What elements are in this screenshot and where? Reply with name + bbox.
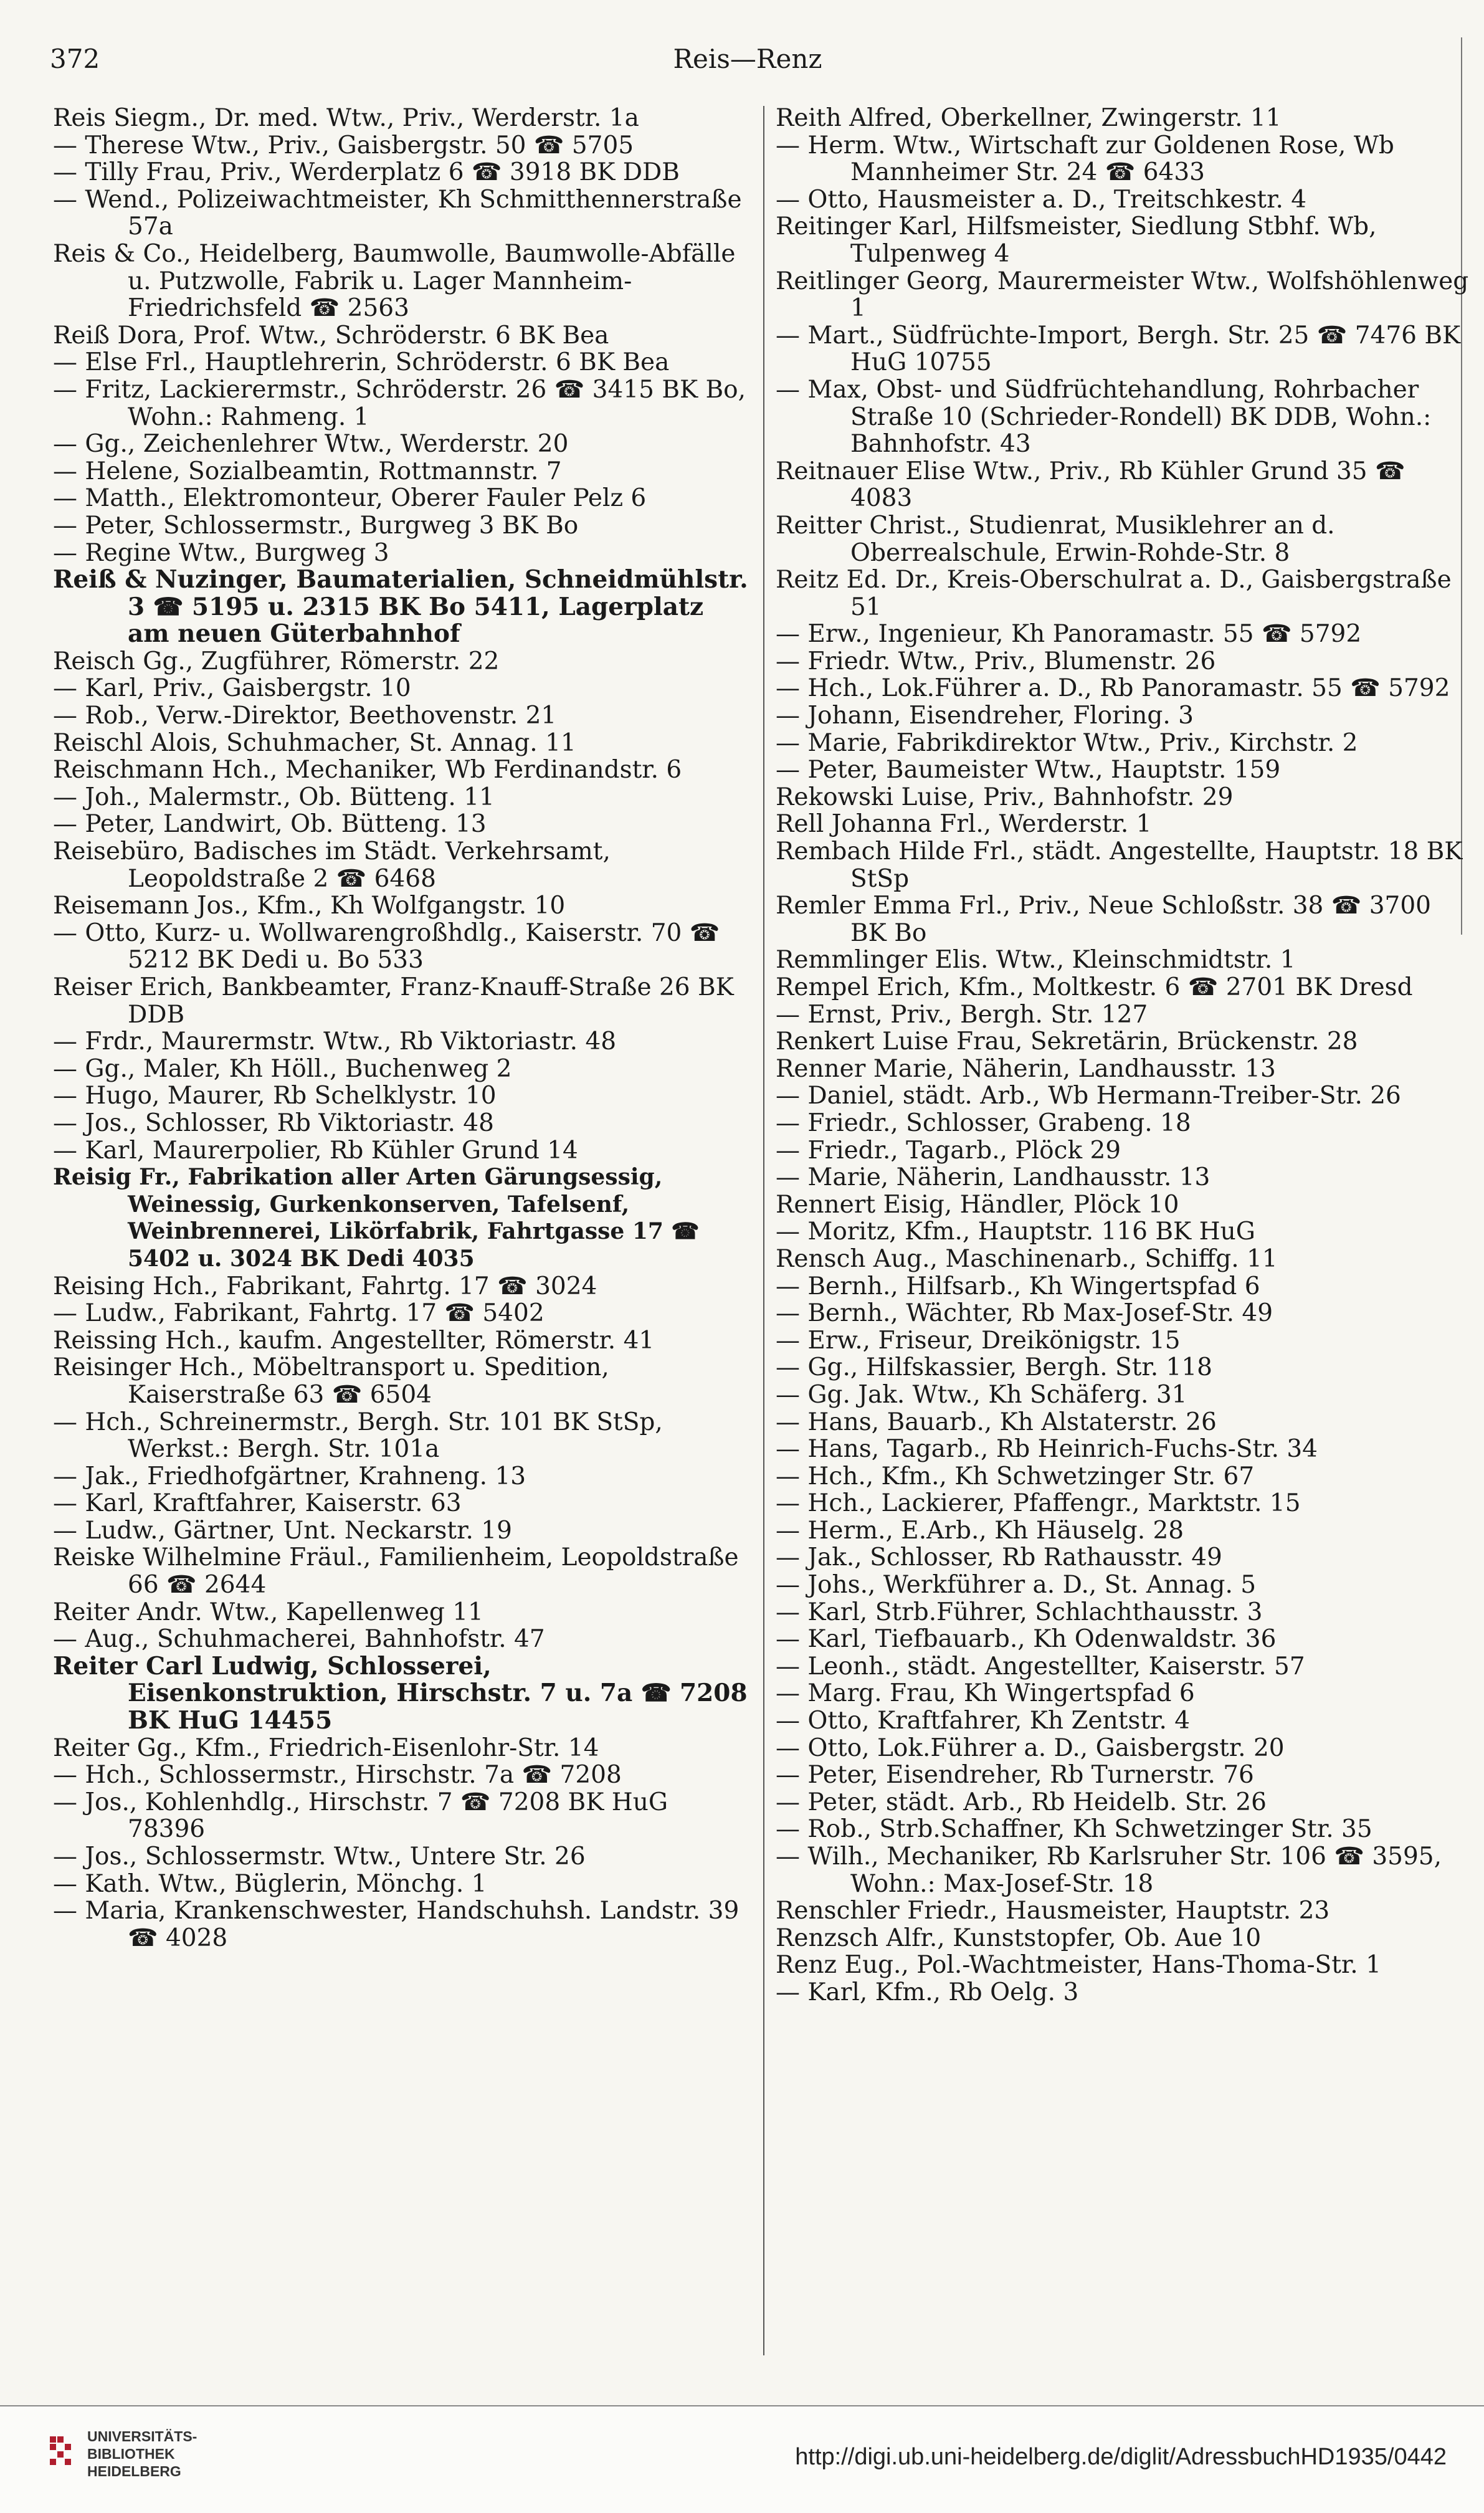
directory-entry: — Otto, Kurz- u. Wollwarengroßhdlg., Kaiserstr. 70 ☎ 5212 BK Dedi u. Bo 533 — [53, 918, 720, 975]
directory-entry: — Jak., Schlosser, Rb Rathausstr. 49 — [776, 1543, 1222, 1572]
directory-entry: — Tilly Frau, Priv., Werderplatz 6 ☎ 3918 BK DDB — [53, 158, 680, 187]
directory-entry: — Rob., Verw.-Direktor, Beethovenstr. 21 — [53, 702, 557, 730]
directory-entry: Reitter Christ., Studienrat, Musiklehrer an d. Oberrealschule, Erwin-Rohde-Str. 8 — [776, 511, 1335, 567]
directory-entry: Rekowski Luise, Priv., Bahnhofstr. 29 — [776, 783, 1234, 811]
directory-entry: Reisinger Hch., Möbeltransport u. Spedition, Kaiserstraße 63 ☎ 6504 — [53, 1353, 609, 1409]
column-divider — [763, 106, 764, 2355]
directory-entry: — Marg. Frau, Kh Wingertspfad 6 — [776, 1679, 1195, 1708]
directory-entry: — Otto, Kraftfahrer, Kh Zentstr. 4 — [776, 1707, 1191, 1735]
directory-entry: — Erw., Friseur, Dreikönigstr. 15 — [776, 1326, 1181, 1355]
directory-entry: Reiß Dora, Prof. Wtw., Schröderstr. 6 BK Bea — [53, 321, 609, 350]
directory-entry: Reischmann Hch., Mechaniker, Wb Ferdinandstr. 6 — [53, 756, 682, 784]
directory-entry: — Jos., Schlosser, Rb Viktoriastr. 48 — [53, 1109, 494, 1137]
directory-entry: — Moritz, Kfm., Hauptstr. 116 BK HuG — [776, 1218, 1255, 1246]
directory-entry: — Friedr., Tagarb., Plöck 29 — [776, 1136, 1121, 1165]
directory-entry: — Wend., Polizeiwachtmeister, Kh Schmitthennerstraße 57a — [53, 185, 742, 241]
directory-entry: Rempel Erich, Kfm., Moltkestr. 6 ☎ 2701 BK Dresd — [776, 973, 1413, 1001]
directory-entry: — Wilh., Mechaniker, Rb Karlsruher Str. 106 ☎ 3595, Wohn.: Max-Josef-Str. 18 — [776, 1843, 1442, 1898]
page-number: 372 — [50, 44, 100, 74]
directory-entry: Reiser Erich, Bankbeamter, Franz-Knauff-Straße 26 BK DDB — [53, 973, 734, 1029]
directory-entry: Renz Eug., Pol.-Wachtmeister, Hans-Thoma-Str. 1 — [776, 1951, 1381, 1980]
directory-entry: — Bernh., Hilfsarb., Kh Wingertspfad 6 — [776, 1272, 1260, 1300]
directory-entry: — Marie, Näherin, Landhausstr. 13 — [776, 1163, 1211, 1192]
directory-entry: — Ludw., Fabrikant, Fahrtg. 17 ☎ 5402 — [53, 1299, 545, 1328]
directory-entry: — Leonh., städt. Angestellter, Kaiserstr. 57 — [776, 1652, 1305, 1681]
directory-entry: — Jak., Friedhofgärtner, Krahneng. 13 — [53, 1462, 526, 1490]
directory-entry: — Karl, Kfm., Rb Oelg. 3 — [776, 1978, 1079, 2006]
directory-entry: — Maria, Krankenschwester, Handschuhsh. Landstr. 39 ☎ 4028 — [53, 1897, 740, 1952]
directory-entry: — Karl, Tiefbauarb., Kh Odenwaldstr. 36 — [776, 1625, 1277, 1654]
directory-entry: — Jos., Kohlenhdlg., Hirschstr. 7 ☎ 7208 BK HuG 78396 — [53, 1788, 668, 1844]
directory-entry: Reising Hch., Fabrikant, Fahrtg. 17 ☎ 3024 — [53, 1272, 597, 1300]
directory-entry: — Ludw., Gärtner, Unt. Neckarstr. 19 — [53, 1516, 512, 1545]
directory-entry: — Aug., Schuhmacherei, Bahnhofstr. 47 — [53, 1625, 545, 1654]
directory-entry: Reisebüro, Badisches im Städt. Verkehrsamt, Leopoldstraße 2 ☎ 6468 — [53, 837, 611, 893]
directory-entry: Reitinger Karl, Hilfsmeister, Siedlung Stbhf. Wb, Tulpenweg 4 — [776, 212, 1377, 268]
directory-entry: — Mart., Südfrüchte-Import, Bergh. Str. 25 ☎ 7476 BK HuG 10755 — [776, 321, 1461, 377]
directory-entry: Renkert Luise Frau, Sekretärin, Brückenstr. 28 — [776, 1028, 1358, 1056]
directory-entry: — Fritz, Lackierermstr., Schröderstr. 26 ☎ 3415 BK Bo, Wohn.: Rahmeng. 1 — [53, 375, 746, 431]
directory-entry: Reitz Ed. Dr., Kreis-Oberschulrat a. D., Gaisbergstraße 51 — [776, 566, 1452, 621]
directory-entry: — Johs., Werkführer a. D., St. Annag. 5 — [776, 1571, 1257, 1600]
directory-entry: Reitnauer Elise Wtw., Priv., Rb Kühler Grund 35 ☎ 4083 — [776, 457, 1406, 513]
source-url-link[interactable]: http://digi.ub.uni-heidelberg.de/diglit/AdressbuchHD1935/0442 — [795, 2444, 1447, 2470]
directory-entry: — Ernst, Priv., Bergh. Str. 127 — [776, 1000, 1148, 1029]
footer — [0, 2405, 1484, 2513]
directory-entry: — Herm., E.Arb., Kh Häuselg. 28 — [776, 1516, 1184, 1545]
directory-entry: — Helene, Sozialbeamtin, Rottmannstr. 7 — [53, 457, 562, 485]
directory-entry: — Jos., Schlossermstr. Wtw., Untere Str. 26 — [53, 1843, 586, 1871]
directory-entry: — Johann, Eisendreher, Floring. 3 — [776, 702, 1194, 730]
directory-entry: — Regine Wtw., Burgweg 3 — [53, 538, 389, 567]
directory-entry: — Rob., Strb.Schaffner, Kh Schwetzinger Str. 35 — [776, 1815, 1372, 1844]
directory-entry: — Frdr., Maurermstr. Wtw., Rb Viktoriastr. 48 — [53, 1028, 617, 1056]
directory-entry: — Joh., Malermstr., Ob. Bütteng. 11 — [53, 783, 495, 811]
directory-entry: — Bernh., Wächter, Rb Max-Josef-Str. 49 — [776, 1299, 1273, 1328]
directory-entry: Reiß & Nuzinger, Baumaterialien, Schneidmühlstr. 3 ☎ 5195 u. 2315 BK Bo 5411, Lagerplatz am neuen Güterbahnhof — [53, 565, 748, 649]
right-column — [776, 105, 1473, 2006]
directory-entry: Rensch Aug., Maschinenarb., Schiffg. 11 — [776, 1244, 1278, 1273]
directory-entry: — Marie, Fabrikdirektor Wtw., Priv., Kirchstr. 2 — [776, 728, 1358, 757]
directory-entry: Reiter Andr. Wtw., Kapellenweg 11 — [53, 1598, 483, 1626]
directory-entry: Remmlinger Elis. Wtw., Kleinschmidtstr. 1 — [776, 946, 1296, 975]
directory-entry: — Peter, Eisendreher, Rb Turnerstr. 76 — [776, 1761, 1254, 1790]
directory-entry: — Peter, Baumeister Wtw., Hauptstr. 159 — [776, 756, 1281, 784]
directory-entry: — Gg., Maler, Kh Höll., Buchenweg 2 — [53, 1054, 512, 1083]
left-column — [53, 105, 751, 1952]
directory-entry: Reiter Gg., Kfm., Friedrich-Eisenlohr-Str. 14 — [53, 1733, 599, 1762]
directory-entry: — Peter, Schlossermstr., Burgweg 3 BK Bo — [53, 511, 579, 540]
directory-entry: — Karl, Strb.Führer, Schlachthausstr. 3 — [776, 1598, 1263, 1626]
directory-entry: Reiske Wilhelmine Fräul., Familienheim, Leopoldstraße 66 ☎ 2644 — [53, 1543, 739, 1600]
directory-entry: Rembach Hilde Frl., städt. Angestellte, Hauptstr. 18 BK StSp — [776, 837, 1463, 893]
directory-entry: — Gg., Zeichenlehrer Wtw., Werderstr. 20 — [53, 430, 569, 459]
directory-entry: — Friedr., Schlosser, Grabeng. 18 — [776, 1109, 1191, 1137]
directory-entry: — Max, Obst- und Südfrüchtehandlung, Rohrbacher Straße 10 (Schrieder-Rondell) BK DDB, Wohn.: Bahnhofstr. 43 — [776, 375, 1432, 459]
page-header — [50, 44, 1445, 93]
directory-entry: Reisch Gg., Zugführer, Römerstr. 22 — [53, 647, 500, 675]
directory-entry: — Gg. Jak. Wtw., Kh Schäferg. 31 — [776, 1380, 1187, 1409]
running-head: Reis—Renz — [673, 44, 822, 74]
directory-entry: Reitlinger Georg, Maurermeister Wtw., Wolfshöhlenweg 1 — [776, 267, 1469, 323]
directory-entry: Reisemann Jos., Kfm., Kh Wolfgangstr. 10 — [53, 892, 566, 920]
directory-entry: — Therese Wtw., Priv., Gaisbergstr. 50 ☎ 5705 — [53, 131, 634, 160]
directory-entry: — Peter, städt. Arb., Rb Heidelb. Str. 26 — [776, 1788, 1267, 1816]
directory-entry: — Hch., Kfm., Kh Schwetzinger Str. 67 — [776, 1462, 1255, 1490]
directory-entry: — Hugo, Maurer, Rb Schelklystr. 10 — [53, 1082, 497, 1110]
directory-entry: — Kath. Wtw., Büglerin, Mönchg. 1 — [53, 1869, 487, 1898]
directory-entry: Rell Johanna Frl., Werderstr. 1 — [776, 810, 1152, 839]
directory-entry: — Otto, Hausmeister a. D., Treitschkestr. 4 — [776, 185, 1307, 214]
directory-entry: Reith Alfred, Oberkellner, Zwingerstr. 11 — [776, 104, 1282, 132]
directory-entry: — Karl, Maurerpolier, Rb Kühler Grund 14 — [53, 1136, 578, 1165]
directory-entry: Renzsch Alfr., Kunststopfer, Ob. Aue 10 — [776, 1924, 1262, 1952]
directory-entry: — Karl, Kraftfahrer, Kaiserstr. 63 — [53, 1489, 462, 1518]
directory-entry: Renschler Friedr., Hausmeister, Hauptstr. 23 — [776, 1897, 1330, 1925]
directory-entry: — Hans, Bauarb., Kh Alstaterstr. 26 — [776, 1408, 1217, 1436]
directory-entry: Reissing Hch., kaufm. Angestellter, Römerstr. 41 — [53, 1326, 655, 1355]
directory-entry: — Karl, Priv., Gaisbergstr. 10 — [53, 674, 411, 703]
directory-entry: — Matth., Elektromonteur, Oberer Fauler Pelz 6 — [53, 484, 647, 513]
directory-entry: — Hch., Schreinermstr., Bergh. Str. 101 BK StSp, Werkst.: Bergh. Str. 101a — [53, 1408, 663, 1464]
directory-entry: Reischl Alois, Schuhmacher, St. Annag. 11 — [53, 728, 576, 757]
directory-entry: — Else Frl., Hauptlehrerin, Schröderstr. 6 BK Bea — [53, 348, 670, 377]
directory-entry: — Hans, Tagarb., Rb Heinrich-Fuchs-Str. 34 — [776, 1435, 1318, 1464]
directory-entry: — Hch., Schlossermstr., Hirschstr. 7a ☎ 7208 — [53, 1761, 622, 1790]
directory-entry: Remler Emma Frl., Priv., Neue Schloßstr. 38 ☎ 3700 BK Bo — [776, 892, 1431, 947]
directory-entry: — Gg., Hilfskassier, Bergh. Str. 118 — [776, 1353, 1212, 1382]
directory-entry: Reisig Fr., Fabrikation aller Arten Gärungsessig, Weinessig, Gurkenkonserven, Tafelsenf, Weinbrennerei, Likörfabrik, Fahrtgasse 17 ☎ 5402 u. 3024 BK Dedi 4035 — [53, 1164, 700, 1272]
directory-entry: Reis Siegm., Dr. med. Wtw., Priv., Werderstr. 1a — [53, 104, 639, 132]
directory-entry: — Otto, Lok.Führer a. D., Gaisbergstr. 20 — [776, 1733, 1285, 1762]
directory-entry: — Friedr. Wtw., Priv., Blumenstr. 26 — [776, 647, 1216, 675]
directory-entry: — Hch., Lackierer, Pfaffengr., Marktstr. 15 — [776, 1489, 1301, 1518]
library-logo-icon — [49, 2434, 78, 2469]
directory-entry: — Daniel, städt. Arb., Wb Hermann-Treiber-Str. 26 — [776, 1082, 1401, 1110]
directory-entry: Reis & Co., Heidelberg, Baumwolle, Baumwolle-Abfälle u. Putzwolle, Fabrik u. Lager Mannheim-Friedrichsfeld ☎ 2563 — [53, 239, 736, 323]
directory-entry: Renner Marie, Näherin, Landhausstr. 13 — [776, 1054, 1276, 1083]
directory-entry: Rennert Eisig, Händler, Plöck 10 — [776, 1190, 1179, 1219]
directory-entry: — Peter, Landwirt, Ob. Bütteng. 13 — [53, 810, 487, 839]
directory-entry: — Herm. Wtw., Wirtschaft zur Goldenen Rose, Wb Mannheimer Str. 24 ☎ 6433 — [776, 131, 1394, 187]
library-logo-text: UNIVERSITÄTS- BIBLIOTHEK HEIDELBERG — [87, 2428, 197, 2479]
directory-entry: Reiter Carl Ludwig, Schlosserei, Eisenkonstruktion, Hirschstr. 7 u. 7a ☎ 7208 BK HuG 14455 — [53, 1651, 748, 1735]
directory-entry: — Hch., Lok.Führer a. D., Rb Panoramastr. 55 ☎ 5792 — [776, 674, 1450, 703]
directory-entry: — Erw., Ingenieur, Kh Panoramastr. 55 ☎ 5792 — [776, 620, 1362, 649]
